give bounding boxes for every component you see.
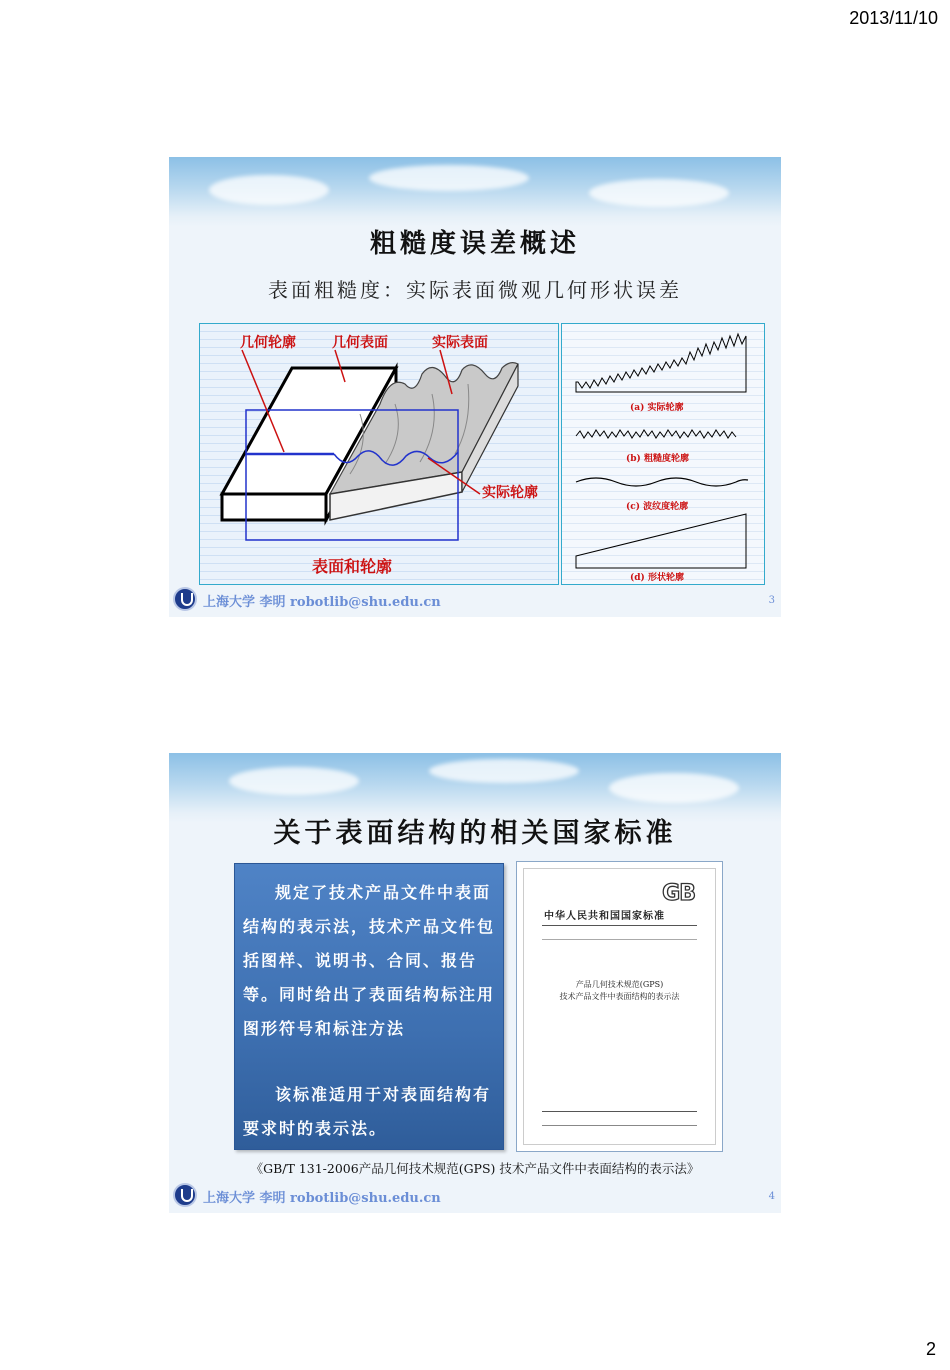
profile-label-roughness: (b) 粗糙度轮廓 (626, 454, 689, 464)
diagram-caption: 表面和轮廓 (312, 557, 393, 576)
profile-decomposition-panel (561, 323, 765, 585)
profile-label-waviness: (c) 波纹度轮廓 (626, 502, 689, 512)
description-paragraph: 规定了技术产品文件中表面结构的表示法，技术产品文件包括图样、说明书、合同、报告等。同时给出了表面结构标注用图形符号和标注方法 (243, 883, 496, 1038)
standard-document-cover (516, 861, 723, 1152)
document-title-line2: 技术产品文件中表面结构的表示法 (559, 992, 680, 1001)
footer-author: 上海大学 李明 robotlib@shu.edu.cn (203, 595, 441, 610)
slide-roughness-overview (169, 157, 781, 617)
slide-footer (169, 1179, 781, 1213)
surface-profile-diagram (199, 323, 559, 585)
standard-org-name: 中华人民共和国国家标准 (544, 911, 665, 922)
slide-national-standards (169, 753, 781, 1213)
label-actual-surface: 实际表面 (432, 335, 488, 351)
slide-number: 4 (768, 1191, 775, 1202)
slide-subtitle: 表面粗糙度：实际表面微观几何形状误差 (268, 278, 682, 302)
profile-label-form: (d) 形状轮廓 (630, 573, 684, 583)
scope-paragraph: 该标准适用于对表面结构有要求时的表示法。 (243, 1085, 492, 1138)
university-logo-icon (173, 587, 197, 611)
slide-title: 关于表面结构的相关国家标准 (273, 818, 677, 849)
standard-description-panel (234, 863, 504, 1150)
slide-footer (169, 583, 781, 617)
page-date: 2013/11/10 (849, 8, 938, 28)
university-logo-icon (173, 1183, 197, 1207)
page-number: 2 (925, 1339, 936, 1359)
footer-author: 上海大学 李明 robotlib@shu.edu.cn (203, 1191, 441, 1206)
slide-title: 粗糙度误差概述 (369, 229, 580, 259)
slide-number: 3 (768, 595, 775, 606)
sky-banner (169, 157, 781, 227)
label-geometric-profile: 几何轮廓 (240, 335, 296, 351)
standard-caption: 《GB/T 131-2006产品几何技术规范(GPS) 技术产品文件中表面结构的表示法》 (250, 1161, 700, 1176)
gb-logo: GB (662, 881, 695, 906)
document-title-line1: 产品几何技术规范(GPS) (575, 980, 664, 989)
profile-label-actual: (a) 实际轮廓 (630, 403, 684, 413)
label-geometric-surface: 几何表面 (332, 335, 388, 351)
label-actual-profile: 实际轮廓 (482, 485, 538, 501)
